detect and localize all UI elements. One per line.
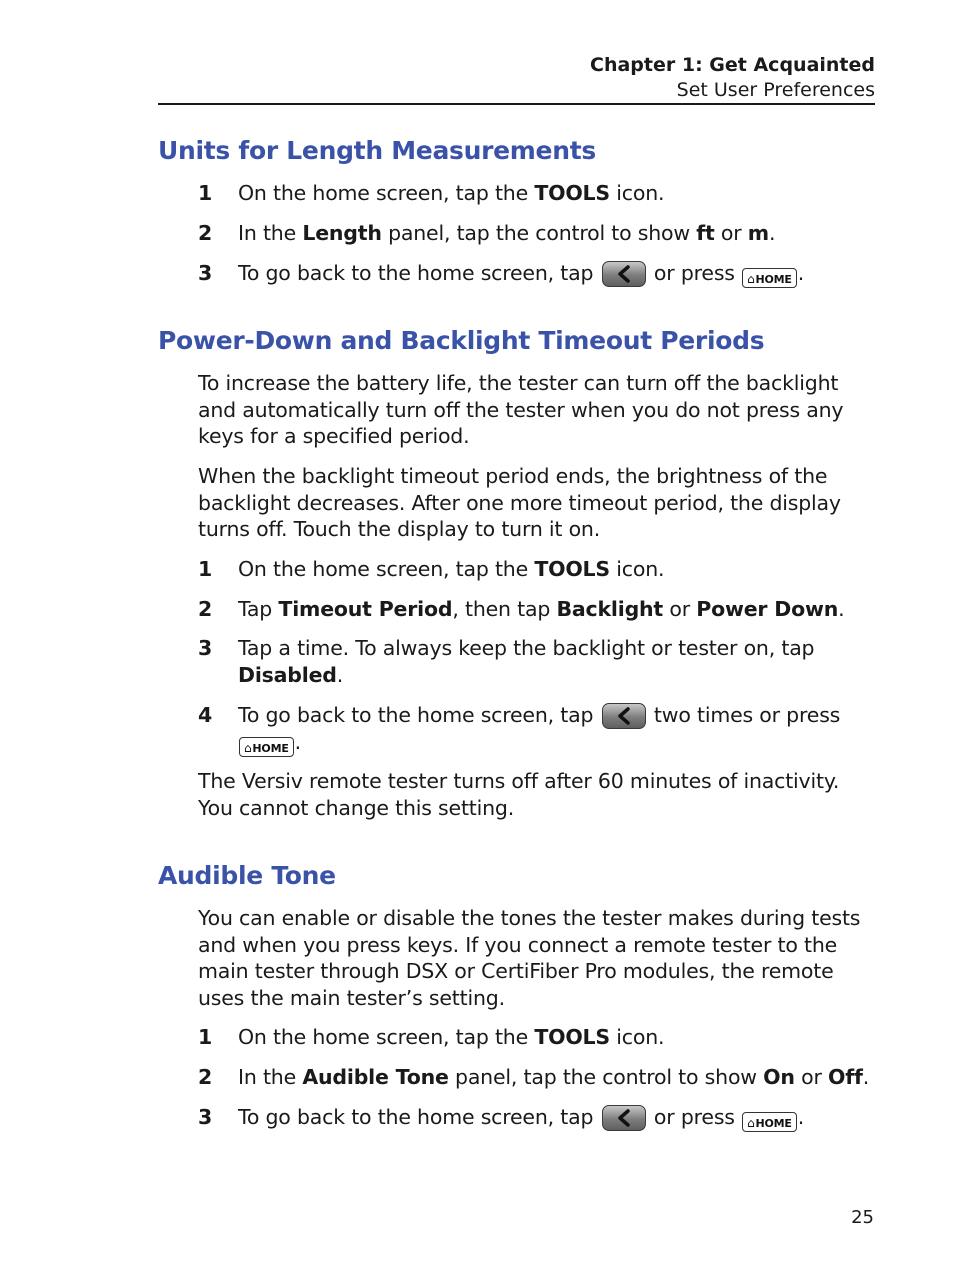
power-paragraph-2: When the backlight timeout period ends, the brightness of the backlight decreases. After one more timeout period, the display turns off. Touch the display to turn it on. [198,464,841,541]
units-step-1: 1 On the home screen, tap the TOOLS icon. [198,181,665,205]
power-paragraph-3: The Versiv remote tester turns off after 60 minutes of inactivity. You cannot change this setting. [198,769,840,820]
units-step-2: 2 In the Length panel, tap the control to show ft or m. [198,221,776,245]
power-paragraph-1: To increase the battery life, the tester can turn off the backlight and automatically turn off the tester when you do not press any keys for a specified period. [198,371,844,448]
running-header [158,53,875,103]
back-arrow-icon [602,703,646,729]
tone-step-3: 3 To go back to the home screen, tap or press ⌂HOME . [198,1105,805,1130]
heading-power-down: Power-Down and Backlight Timeout Periods [158,326,765,355]
units-step-3: 3 To go back to the home screen, tap or press ⌂HOME . [198,261,805,286]
home-key-icon: ⌂HOME [239,737,294,757]
back-arrow-icon [602,1105,646,1131]
section-title: Set User Preferences [676,79,875,101]
page-number: 25 [851,1207,874,1228]
header-rule [158,103,875,105]
power-step-3: 3 Tap a time. To always keep the backlight or tester on, tap Disabled. [198,636,815,687]
back-arrow-icon [602,261,646,287]
tone-step-1: 1 On the home screen, tap the TOOLS icon. [198,1025,665,1049]
chapter-title: Chapter 1: Get Acquainted [590,54,875,76]
power-step-1: 1 On the home screen, tap the TOOLS icon. [198,557,665,581]
heading-audible-tone: Audible Tone [158,861,336,890]
home-key-icon: ⌂HOME [742,1112,797,1132]
heading-units: Units for Length Measurements [158,136,596,165]
home-key-icon: ⌂HOME [742,268,797,288]
tone-paragraph-1: You can enable or disable the tones the tester makes during tests and when you press keys. If you connect a remote tester to the main tester through DSX or CertiFiber Pro modules, the remote uses the main tester’s setting. [198,906,861,1010]
tone-step-2: 2 In the Audible Tone panel, tap the control to show On or Off. [198,1065,870,1089]
power-step-2: 2 Tap Timeout Period, then tap Backlight or Power Down. [198,597,845,621]
power-step-4: 4 To go back to the home screen, tap two times or press ⌂HOME . [198,703,841,755]
